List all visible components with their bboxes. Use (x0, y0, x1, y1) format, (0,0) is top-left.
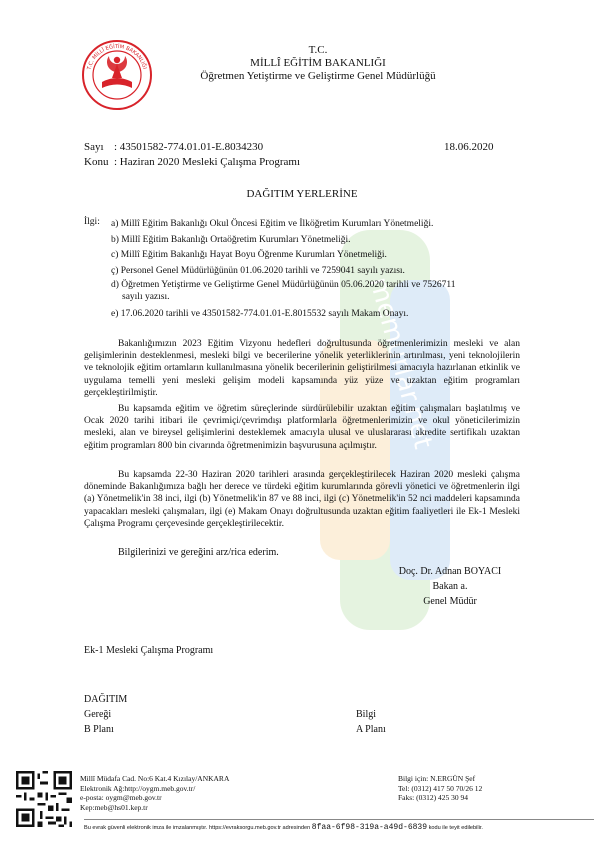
dagitim-b-plani: B Planı (84, 724, 114, 735)
footer-contact: Bilgi için: N.ERGÜN Şef (398, 774, 476, 783)
qr-code (16, 771, 72, 827)
ilgi-list (111, 217, 511, 323)
security-note (84, 823, 596, 833)
body-paragraph-3: Bu kapsamda 22-30 Haziran 2020 tarihleri arasında gerçekleştirilecek Haziran 2020 mesleki çalışma döneminde Bakanlığımıza bağlı her derece ve türdeki eğitim kurumlarında görevli yönetici ve öğretmenlerin ilgi (a) Yönetmelik'in 38 inci, ilgi (b) Yönetmelik'in 87 ve 88 inci, ilgi (c) Yönetmelik'in 52 nci maddeleri kapsamında yapacakları mesleki çalışmaları, ilgi (e) Makam Onayı doğrultusunda uzaktan eğitim faaliyetleri ile Ek-1 Mesleki Çalışma Programı çerçevesinde gerçekleştirilecektir. (84, 470, 520, 529)
footer-address: Millî Müdafa Cad. No:6 Kat.4 Kızılay/ANKARA (80, 774, 230, 783)
ministry-logo (80, 38, 154, 112)
security-note-post: kodu ile teyit edilebilir. (428, 825, 483, 831)
footer-email-link[interactable]: e-posta: oygm@meb.gov.tr (80, 793, 162, 802)
attachment-line: Ek-1 Mesleki Çalışma Programı (84, 645, 214, 656)
distribution-title: DAĞITIM YERLERİNE (246, 188, 358, 200)
konu-value: : Haziran 2020 Mesleki Çalışma Programı (114, 156, 301, 168)
document-date: 18.06.2020 (444, 141, 494, 153)
dagitim-a-plani: A Planı (356, 724, 386, 735)
signer-name: Doç. Dr. Adnan BOYACI (398, 566, 502, 577)
ilgi-item-b: b) Millî Eğitim Bakanlığı Ortaöğretim Kurumları Yönetmeliği. (111, 234, 351, 245)
konu-label: Konu (84, 156, 109, 168)
dagitim-left (84, 692, 127, 737)
body-paragraph-1: Bakanlığımızın 2023 Eğitim Vizyonu hedefleri doğrultusunda öğretmenlerimizin mesleki ve alan gelişimlerinin desteklenmesi, mesleki bilgi ve becerilerine yönelik yeterliklerinin artırılması, yeni teknolojilerin ve teknolojik eğitim ortamların kullanılmasına yönelik becerilerinin geliştirilmesi amacıyla hazırlanan etkinlik ve uygulama temelli yeni mesleki gelişim modeli kapsamında yüz yüze ve uzaktan eğitim programları gerçekleştirilmiştir. (84, 339, 520, 398)
footer-tel: Tel: (0312) 417 50 70/26 12 (398, 783, 483, 793)
signer-on-behalf: Bakan a. (432, 581, 468, 592)
ilgi-label: İlgi: (84, 217, 100, 227)
ilgi-item-c: c) Millî Eğitim Bakanlığı Hayat Boyu Öğrenme Kurumları Yönetmeliği. (111, 250, 387, 260)
sayi-value: : 43501582-774.01.01-E.8034230 (114, 141, 264, 153)
sayi-label: Sayı (84, 141, 104, 153)
signature-block (380, 564, 520, 609)
ilgi-item-cc: ç) Personel Genel Müdürlüğünün 01.06.2020 tarihli ve 7259041 sayılı yazısı. (111, 265, 405, 276)
header-tc: T.C. (308, 44, 328, 56)
footer-web-link[interactable]: Elektronik Ağ:http://oygm.meb.gov.tr/ (80, 783, 196, 793)
header-directorate: Öğretmen Yetiştirme ve Geliştirme Genel Müdürlüğü (200, 70, 436, 82)
watermark-text: memurlar.net (363, 274, 438, 453)
security-code: 8faa-6f98-319a-a49d-6839 (311, 823, 428, 832)
dagitim-bilgi: Bilgi (356, 709, 377, 720)
ilgi-item-d-cont: sayılı yazısı. (122, 292, 170, 302)
body-paragraph-2: Bu kapsamda eğitim ve öğretim süreçlerinde sürdürülebilir uzaktan eğitim çalışmaları başlatılmış ve Ocak 2020 tarihi itibari ile çevrimiçi/çevrimdışı platformlarla öğretmenlerimizin ve okul yöneticilerimizin mesleki, alan ve bireysel gelişimlerini desteklemek amacıyla ulusal ve uluslararası akredite sertifikalı uzaktan eğitim programları 800 bin civarında öğretmenimizin başvurusuna açılmıştır. (84, 404, 520, 451)
signer-title: Genel Müdür (423, 596, 477, 607)
header-ministry: MİLLÎ EĞİTİM BAKANLIĞI (250, 57, 386, 69)
ilgi-item-e: e) 17.06.2020 tarihli ve 43501582-774.01.01-E.8015532 sayılı Makam Onayı. (111, 309, 409, 319)
security-note-pre: Bu evrak güvenli elektronik imza ile imzalanmıştır. https://evraksorgu.meb.gov.tr adresinden (84, 825, 311, 831)
ilgi-item-d: d) Öğretmen Yetiştirme ve Geliştirme Genel Müdürlüğünün 05.06.2020 tarihli ve 7526711 (111, 280, 456, 290)
dagitim-title: DAĞITIM (84, 694, 128, 705)
dagitim-right (356, 707, 386, 737)
footer-left (80, 774, 229, 812)
ilgi-item-a: a) Millî Eğitim Bakanlığı Okul Öncesi Eğitim ve İlköğretim Kurumları Yönetmeliği. (111, 219, 434, 229)
footer-fax: Faks: (0312) 425 30 94 (398, 793, 468, 802)
dagitim-gerregi: Gereği (84, 709, 112, 720)
footer-kep: Kep:meb@hs01.kep.tr (80, 802, 148, 812)
footer-divider (84, 819, 594, 820)
footer-right (398, 774, 482, 803)
closing-line: Bilgilerinizi ve gereğini arz/rica ederim. (118, 547, 279, 558)
svg-text:T.C. MİLLÎ EĞİTİM BAKANLIĞI: T.C. MİLLÎ EĞİTİM BAKANLIĞI (86, 43, 148, 71)
